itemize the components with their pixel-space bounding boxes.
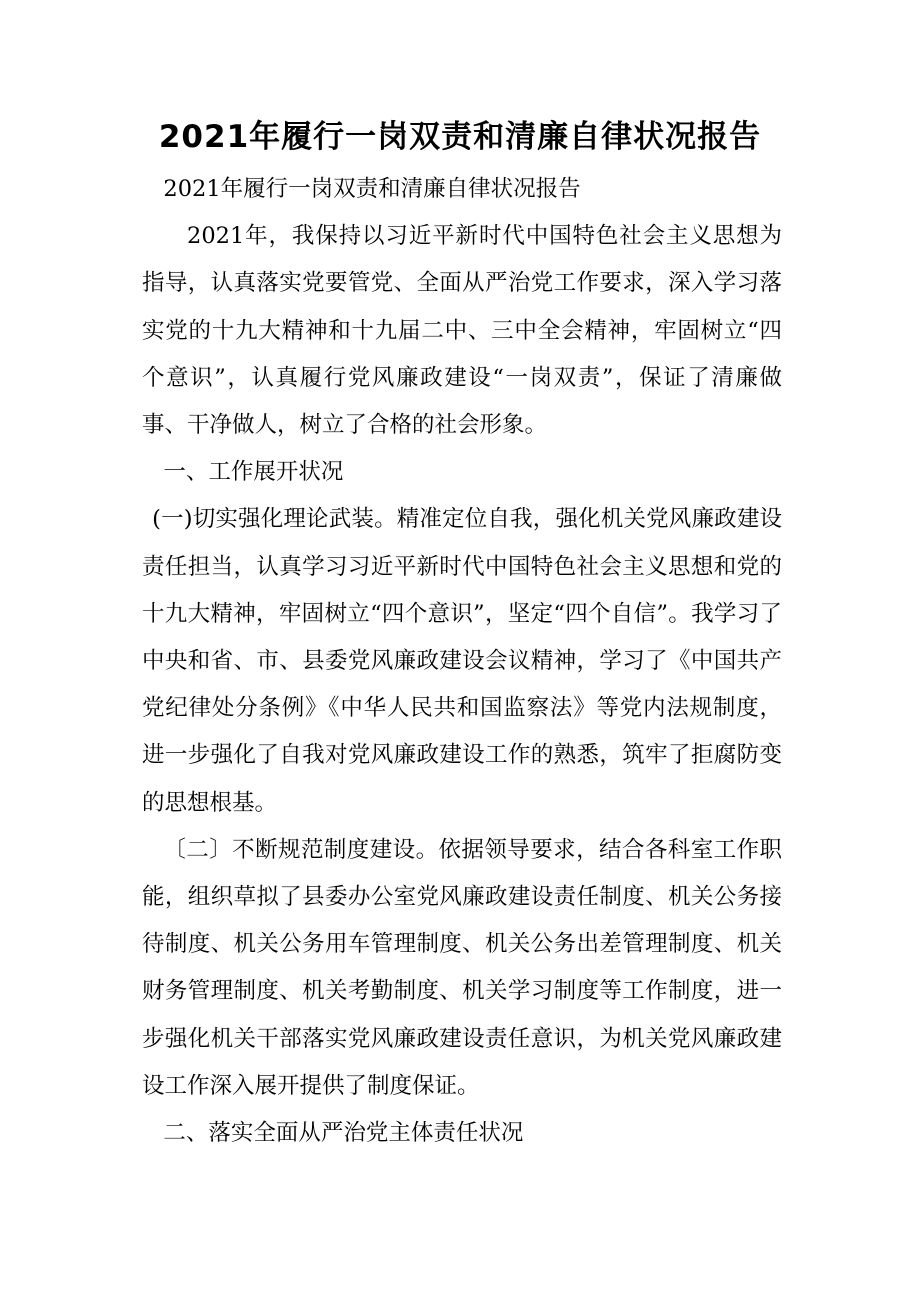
section-heading-1: 一、工作展开状况 [163,459,344,486]
document-body [142,166,782,1157]
document-subtitle: 2021年履行一岗双责和清廉自律状况报告 [163,176,581,202]
paragraph-intro: 2021年，我保持以习近平新时代中国特色社会主义思想为指导，认真落实党要管党、全面从严治党工作要求，深入学习落实党的十九大精神和十九届二中、三中全会精神，牢固树立“四个意识”，认真履行党风廉政建设“一岗双责”，保证了清廉做事、干净做人，树立了合格的社会形象。 [142,223,782,439]
document-title: 2021年履行一岗双责和清廉自律状况报告 [158,119,762,155]
section-heading-2: 二、落实全面从严治党主体责任状况 [163,1120,524,1147]
paragraph-theory: (一)切实强化理论武装。精准定位自我，强化机关党风廉政建设责任担当，认真学习习近平新时代中国特色社会主义思想和党的十九大精神，牢固树立“四个意识”，坚定“四个自信”。我学习了中央和省、市、县委党风廉政建设会议精神，学习了《中国共产党纪律处分条例》《中华人民共和国监察法》等党内法规制度，进一步强化了自我对党风廉政建设工作的熟悉，筑牢了拒腐防变的思想根基。 [142,506,782,816]
paragraph-system: 〔二〕不断规范制度建设。依据领导要求，结合各科室工作职能，组织草拟了县委办公室党风廉政建设责任制度、机关公务接待制度、机关公务用车管理制度、机关公务出差管理制度、机关财务管理制度、机关考勤制度、机关学习制度等工作制度，进一步强化机关干部落实党风廉政建设责任意识，为机关党风廉政建设工作深入展开提供了制度保证。 [142,836,782,1099]
